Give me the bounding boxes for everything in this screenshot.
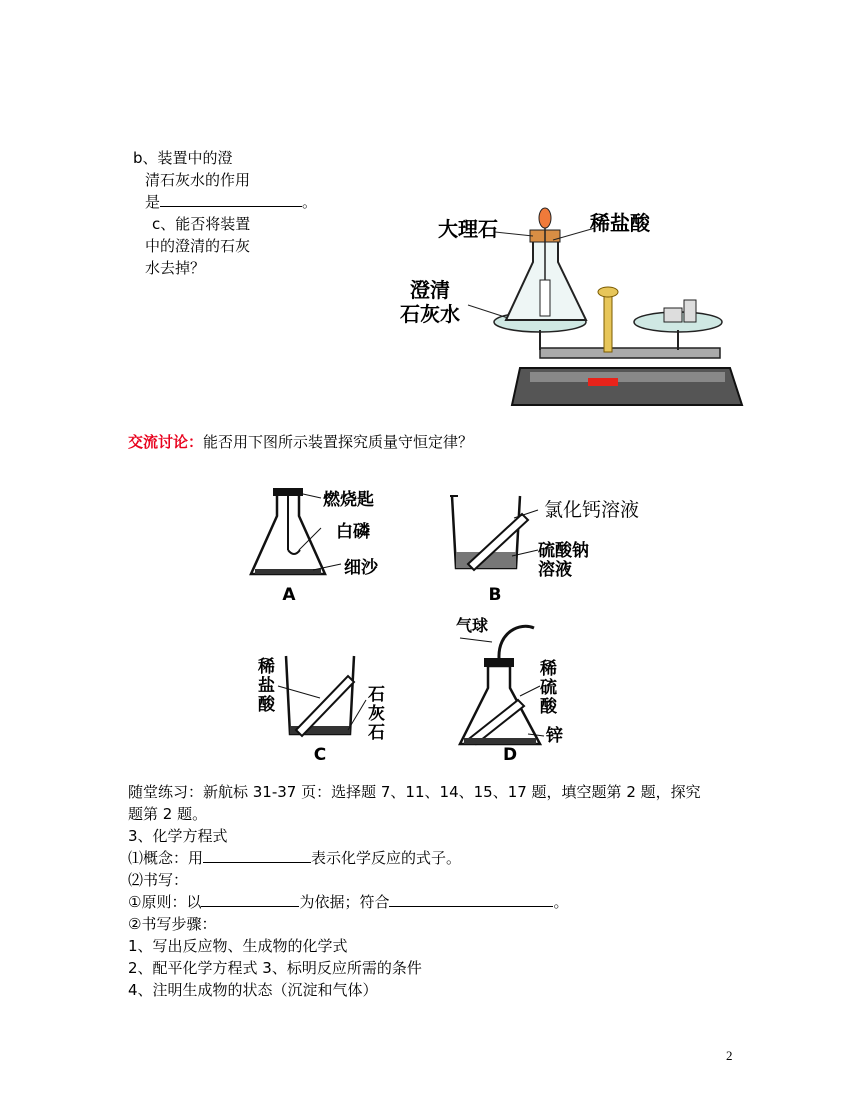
practice-line2: 题第 2 题。 xyxy=(128,805,208,823)
label-c-stone-2: 灰 xyxy=(368,704,385,724)
question-c-line2: 中的澄清的石灰 xyxy=(145,237,251,255)
discussion-line xyxy=(128,431,473,453)
steps-title: ②书写步骤： xyxy=(128,915,217,933)
answer-blank-concept[interactable] xyxy=(203,847,311,863)
label-dilute-hcl: 稀盐酸 xyxy=(590,211,650,235)
label-na2so4-1: 硫酸钠 xyxy=(538,541,589,561)
answer-blank-principle-2[interactable] xyxy=(389,891,553,907)
principle-mid: 为依据；符合 xyxy=(299,893,390,911)
label-c-acid-1: 稀 xyxy=(258,657,275,677)
figure-d xyxy=(448,614,598,764)
question-b-line2: 清石灰水的作用 xyxy=(145,171,251,189)
question-b-prefix: 是 xyxy=(145,193,161,211)
label-limewater-1: 澄清 xyxy=(410,278,450,302)
question-b-line3 xyxy=(145,191,317,213)
label-c-acid-3: 酸 xyxy=(258,695,275,715)
page-number: 2 xyxy=(726,1048,733,1063)
figure-a-letter: A xyxy=(282,585,296,605)
practice-line1: 随堂练习：新航标 31-37 页：选择题 7、11、14、15、17 题，填空题第 2 题，探究 xyxy=(128,783,701,801)
figure-a xyxy=(237,476,417,606)
figure-c-letter: C xyxy=(313,745,327,765)
balance-figure xyxy=(390,200,750,415)
label-d-acid-2: 硫 xyxy=(540,678,557,698)
question-b-line1: b、装置中的澄 xyxy=(133,149,233,167)
step-4: 4、注明生成物的状态（沉淀和气体） xyxy=(128,981,378,999)
label-c-acid-2: 盐 xyxy=(258,676,275,696)
step-2-3: 2、配平化学方程式 3、标明反应所需的条件 xyxy=(128,959,422,977)
label-c-stone-3: 石 xyxy=(368,723,385,743)
label-balloon: 气球 xyxy=(456,616,489,635)
label-d-acid-3: 酸 xyxy=(540,697,557,717)
discussion-question: 能否用下图所示装置探究质量守恒定律？ xyxy=(203,433,474,451)
label-fine-sand: 细沙 xyxy=(344,558,378,578)
label-cacl2-solution: 氯化钙溶液 xyxy=(544,499,640,521)
concept-suffix: 表示化学反应的式子。 xyxy=(311,849,462,867)
label-combustion-spoon: 燃烧匙 xyxy=(323,490,374,510)
figure-b xyxy=(440,486,660,604)
question-b-suffix: 。 xyxy=(302,193,318,211)
section3-title: 3、化学方程式 xyxy=(128,827,228,845)
label-d-acid-1: 稀 xyxy=(540,659,557,679)
discussion-heading: 交流讨论： xyxy=(128,433,204,451)
label-c-stone-1: 石 xyxy=(368,685,385,705)
principle-suffix: 。 xyxy=(553,893,569,911)
answer-blank-b[interactable] xyxy=(160,191,302,207)
writing-heading: ⑵书写： xyxy=(128,871,189,889)
concept-prefix: ⑴概念：用 xyxy=(128,849,204,867)
concept-line xyxy=(128,847,461,869)
figure-b-letter: B xyxy=(488,585,502,604)
question-c-line3: 水去掉？ xyxy=(145,259,206,277)
label-marble: 大理石 xyxy=(438,217,498,241)
figure-c xyxy=(250,648,400,766)
principle-line xyxy=(128,891,568,913)
label-na2so4-2: 溶液 xyxy=(538,560,572,580)
answer-blank-principle-1[interactable] xyxy=(201,891,299,907)
label-white-phosphorus: 白磷 xyxy=(336,522,370,542)
principle-prefix: ①原则：以 xyxy=(128,893,202,911)
label-zinc: 锌 xyxy=(546,726,563,746)
label-limewater-2: 石灰水 xyxy=(400,302,460,326)
question-c-line1: c、能否将装置 xyxy=(152,215,251,233)
figure-d-letter: D xyxy=(502,745,518,764)
step-1: 1、写出反应物、生成物的化学式 xyxy=(128,937,348,955)
